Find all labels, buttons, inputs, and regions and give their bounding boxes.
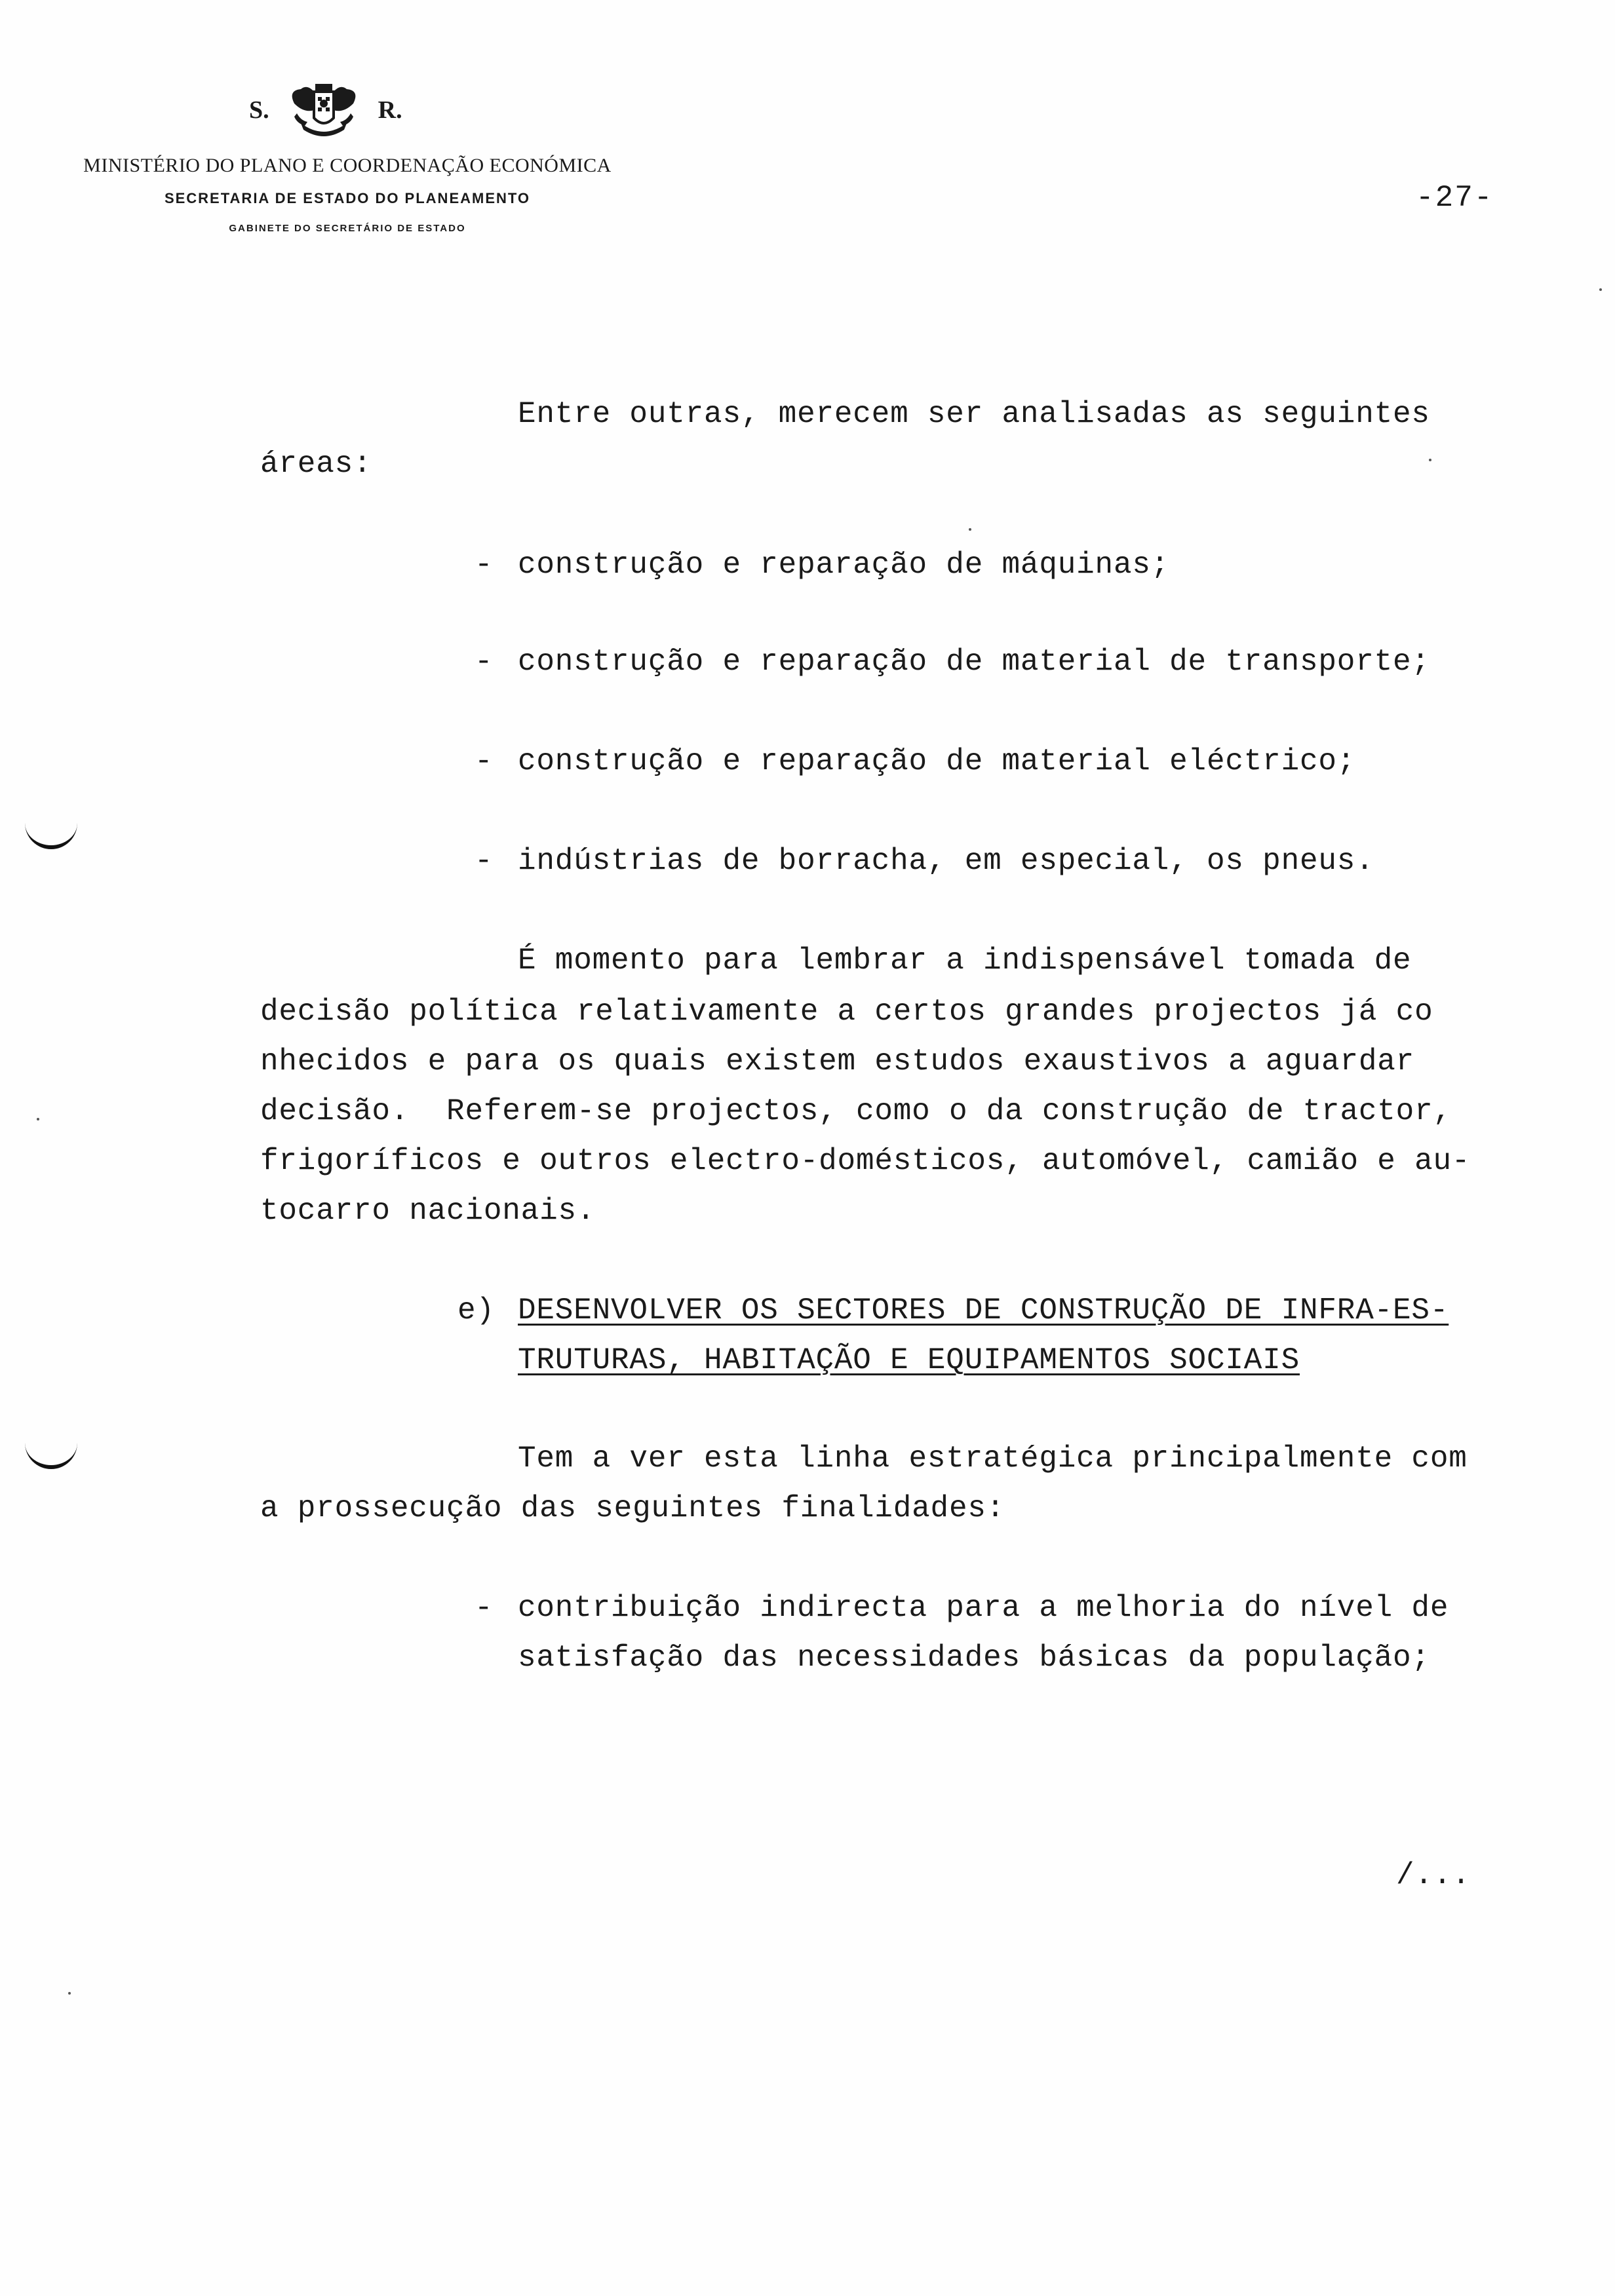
list-bullet-dash: - [475, 744, 493, 778]
list-item: construção e reparação de material eléctrico; [518, 744, 1356, 778]
letterhead-seal-row [249, 77, 402, 143]
letterhead-ministry: MINISTÉRIO DO PLANO E COORDENAÇÃO ECONÓMICA [83, 155, 612, 176]
intro-line-1: Entre outras, merecem ser analisadas as seguintes [518, 397, 1430, 431]
section-heading-line-1: DESENVOLVER OS SECTORES DE CONSTRUÇÃO DE INFRA-ES- [518, 1293, 1449, 1328]
paragraph2-line-2: a prossecução das seguintes finalidades: [260, 1491, 1005, 1525]
list-item: construção e reparação de material de transporte; [518, 645, 1430, 679]
scan-speck [1599, 288, 1602, 291]
list-item: indústrias de borracha, em especial, os pneus. [518, 844, 1374, 878]
paragraph-line-1: É momento para lembrar a indispensável tomada de [518, 944, 1412, 978]
continuation-mark: /... [1396, 1858, 1471, 1892]
paragraph-line-2: decisão política relativamente a certos grandes projectos já co [260, 995, 1433, 1029]
scan-speck [68, 1992, 71, 1995]
section-heading-line-2: TRUTURAS, HABITAÇÃO E EQUIPAMENTOS SOCIAIS [518, 1343, 1300, 1377]
list-item: construção e reparação de máquinas; [518, 548, 1170, 582]
paragraph-line-3: nhecidos e para os quais existem estudos exaustivos a aguardar [260, 1044, 1415, 1079]
scan-speck [1429, 459, 1431, 461]
list-bullet-dash: - [475, 548, 493, 582]
paragraph2-line-1: Tem a ver esta linha estratégica principalmente com [518, 1442, 1468, 1476]
page-number: -27- [1416, 181, 1494, 215]
scan-speck [969, 528, 971, 531]
paragraph-line-4: decisão. Referem-se projectos, como o da construção de tractor, [260, 1094, 1452, 1128]
list-item: contribuição indirecta para a melhoria do nível de [518, 1591, 1449, 1625]
list-bullet-dash: - [475, 1591, 493, 1625]
coat-of-arms-icon [281, 77, 366, 143]
section-marker: e) [457, 1293, 495, 1328]
letterhead-initial-right: R. [378, 96, 402, 124]
list-bullet-dash: - [475, 844, 493, 878]
letterhead-secretariat: SECRETARIA DE ESTADO DO PLANEAMENTO [164, 190, 531, 206]
paragraph-line-6: tocarro nacionais. [260, 1194, 596, 1228]
letterhead-initial-left: S. [249, 96, 269, 124]
list-bullet-dash: - [475, 645, 493, 679]
punch-hole-mark [25, 819, 77, 849]
scan-speck [37, 1118, 39, 1120]
letterhead-cabinet: GABINETE DO SECRETÁRIO DE ESTADO [229, 223, 466, 234]
list-item-continuation: satisfação das necessidades básicas da população; [518, 1641, 1430, 1675]
intro-line-2: áreas: [260, 447, 372, 481]
paragraph-line-5: frigoríficos e outros electro-domésticos, automóvel, camião e au- [260, 1144, 1471, 1178]
punch-hole-mark [25, 1439, 77, 1469]
